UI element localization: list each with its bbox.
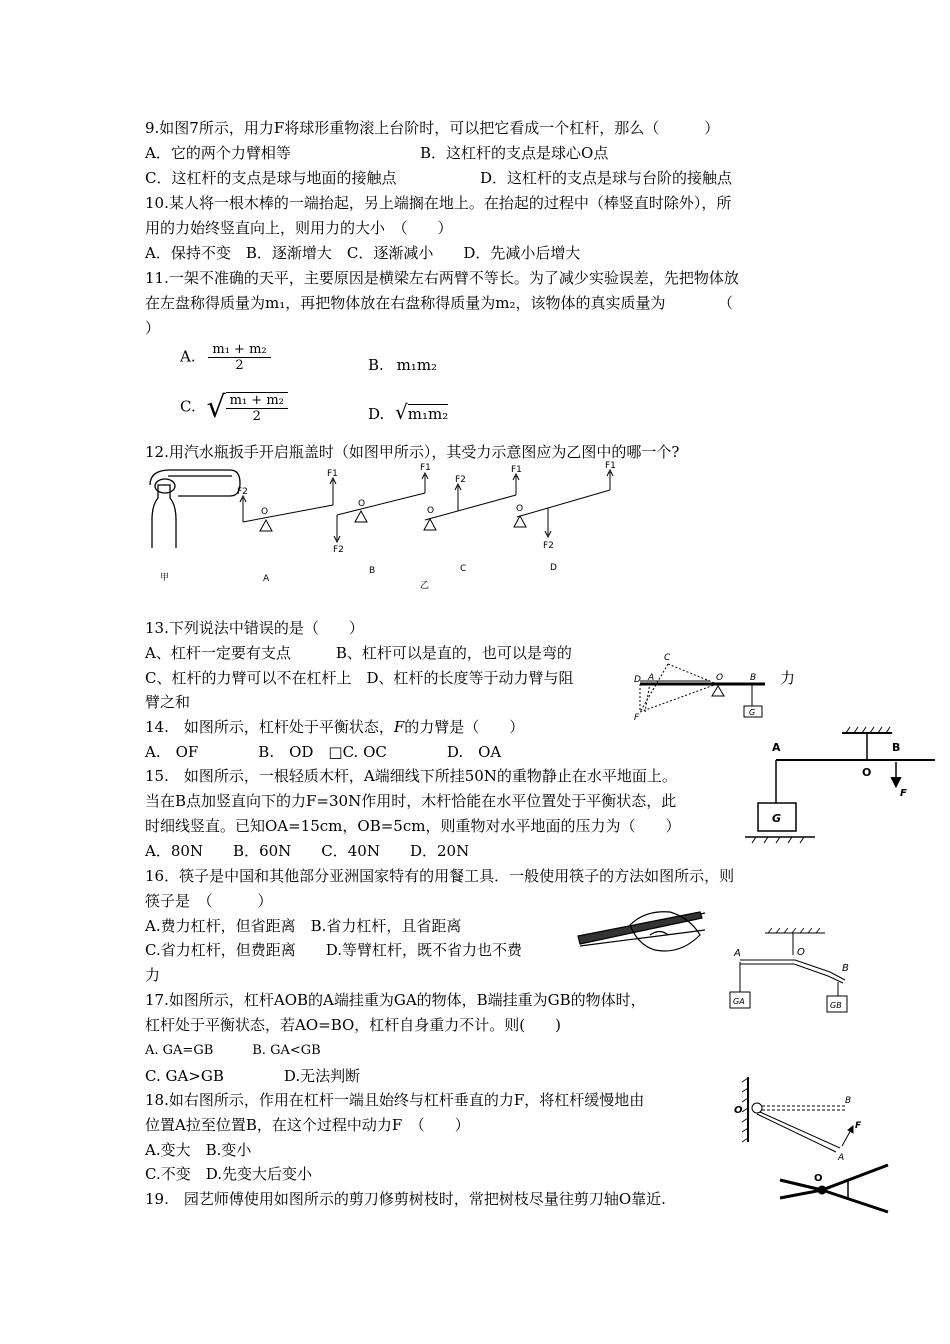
q12-label-d: D (550, 563, 557, 573)
q10-stem-line1: 10.某人将一根木棒的一端抬起，另上端搁在地上。在抬起的过程中（棒竖直时除外），所 (145, 194, 732, 212)
q12-stem: 12.用汽水瓶扳手开启瓶盖时（如图甲所示），其受力示意图应为乙图中的哪一个? (145, 443, 680, 461)
q17-hatching (768, 928, 820, 933)
q12-diagram-b (334, 473, 428, 542)
q19-fig-o: O (814, 1173, 823, 1184)
q12-label-yi: 乙 (420, 581, 430, 591)
q11-a-denominator: 2 (235, 358, 244, 373)
q16-stem-line1: 16．筷子是中国和其他部分亚洲国家特有的用餐工具．一般使用筷子的方法如图所示，则 (145, 867, 735, 885)
q18-stem-line2: 位置A拉至位置B，在这个过程中动力F （ ） (145, 1116, 470, 1134)
q14-stem-tail: 的力臂是（ ） (404, 718, 525, 736)
q15-stem-line2: 当在B点加竖直向下的力F=30N作用时，木杆恰能在水平位置处于平衡状态，此 (145, 792, 677, 810)
q18-options-ab: A.变大 B.变小 (145, 1141, 252, 1159)
q12-b-o: O (358, 499, 366, 509)
q13-line1: A、杠杆一定要有支点 B、杠杆可以是直的，也可以是弯的 (145, 644, 572, 662)
q16-options-tail: 力 (145, 966, 161, 984)
q11-stem-line2: 在左盘称得质量为m₁，再把物体放在右盘称得质量为m₂，该物体的真实质量为 （ (145, 294, 733, 312)
q13-fig-c: C (664, 653, 671, 663)
q13-fig-g: G (749, 708, 756, 717)
q12-diagram-a (240, 478, 336, 531)
q17-stem-line2: 杠杆处于平衡状态，若AO=BO，杠杆自身重力不计。则( ) (145, 1016, 562, 1034)
q11-b-label: B. (368, 356, 384, 374)
q15-fig-g: G (772, 812, 782, 825)
pruning-shears-figure (780, 1165, 888, 1212)
q17-fig-o: O (797, 947, 805, 958)
q17-fig-a: A (734, 948, 741, 959)
q13-stem: 13.下列说法中错误的是（ ） (145, 619, 364, 637)
q10-stem-line2: 用的力始终竖直向上，则用力的大小 （ ） (145, 219, 453, 237)
q14-options: A. OF B. OD □C. OC D. OA (145, 743, 502, 761)
q10-options: A．保持不变 B．逐渐增大 C．逐渐减小 D．先减小后增大 (145, 244, 581, 262)
q12-a-o: O (261, 507, 269, 517)
q11-stem-line3: ） (145, 319, 161, 337)
q15-stem-line3: 时细线竖直。已知OA=15cm，OB=5cm，则重物对水平地面的压力为（ ） (145, 817, 681, 835)
q11-b-expr: m₁m₂ (396, 356, 438, 374)
q12-b-f1: F1 (420, 463, 431, 473)
q17-options-ab: A. GA=GB B. GA<GB (145, 1043, 321, 1058)
q11-d-expr: m₁m₂ (407, 405, 449, 423)
q11-stem-line1: 11.一架不准确的天平，主要原因是横梁左右两臂不等长。为了减少实验误差，先把物体放 (145, 269, 739, 287)
q11-c-numerator: m₁ + m₂ (226, 393, 288, 409)
q18-fig-o: O (734, 1105, 743, 1116)
q13-fig-d: D (634, 675, 641, 685)
q12-label-a: A (263, 574, 270, 584)
q12-a-f2: F2 (237, 487, 248, 497)
q12-d-f1: F1 (605, 461, 616, 471)
q19-stem: 19. 园艺师傅使用如图所示的剪刀修剪树枝时，常把树枝尽量往剪刀轴O靠近. (145, 1190, 666, 1208)
q11-a-label: A. (180, 347, 196, 366)
q12-b-f2: F2 (333, 545, 344, 555)
q17-fig-ga: GA (733, 997, 745, 1006)
q9-stem: 9.如图7所示，用力F将球形重物滚上台阶时，可以把它看成一个杠杆，那么（ ） (145, 119, 720, 137)
q14-stem (145, 717, 524, 737)
q12-diagram-d (514, 470, 613, 537)
q12-a-f1: F1 (327, 469, 338, 479)
q16-options-ab: A.费力杠杆，但省距离 B.省力杠杆，且省距离 (145, 917, 462, 935)
q12-d-o: O (516, 504, 524, 514)
q15-fig-b: B (892, 741, 901, 754)
q18-fig-f: F (855, 1121, 862, 1131)
q13-fig-o: O (716, 673, 724, 683)
q9-option-b: B．这杠杆的支点是球心O点 (420, 144, 609, 162)
q11-a-numerator: m₁ + m₂ (208, 342, 270, 358)
q18-fig-b: B (845, 1096, 852, 1106)
q13-line2: C、杠杆的力臂可以不在杠杆上 D、杠杆的长度等于动力臂与阻 (145, 669, 574, 687)
q12-diagram-c (424, 474, 519, 530)
q17-stem-line1: 17.如图所示，杠杆AOB的A端挂重为GA的物体，B端挂重为GB的物体时， (145, 991, 646, 1009)
q9-option-d: D．这杠杆的支点是球与台阶的接触点 (480, 169, 733, 187)
q17-options-cd: C. GA>GB D.无法判断 (145, 1067, 361, 1085)
q13-fig-b: B (750, 673, 757, 683)
q14-stem-text: 14. 如图所示，杠杆处于平衡状态， (145, 718, 394, 736)
q18-fig-a: A (838, 1153, 845, 1163)
q16-options-cd: C.省力杠杆，但费距离 D.等臂杠杆，既不省力也不费 (145, 941, 522, 959)
q13-fig-a: A (648, 673, 655, 683)
q12-label-b: B (369, 566, 376, 576)
q15-stem-line1: 15. 如图所示，一根轻质木杆，A端细线下所挂50N的重物静止在水平地面上。 (145, 767, 677, 785)
q15-fig-a: A (772, 741, 781, 754)
q13-fig-f: F (634, 713, 640, 723)
q15-fig-o: O (862, 766, 872, 779)
q11-c-denominator: 2 (252, 408, 261, 424)
q12-c-f2: F2 (455, 475, 466, 485)
q17-fig-gb: GB (830, 1001, 842, 1010)
q12-c-o: O (427, 506, 435, 516)
q11-option-d: D. √m₁m₂ (368, 400, 449, 424)
q12-c-f1: F1 (511, 465, 522, 475)
q9-option-a: A．它的两个力臂相等 (145, 144, 291, 162)
q18-lever-figure (748, 1077, 853, 1152)
chopsticks-figure (578, 912, 705, 951)
q16-stem-line2: 筷子是 （ ） (145, 892, 273, 910)
bottle-opener-figure (150, 470, 240, 548)
q13-line3: 臂之和 (145, 693, 191, 711)
q11-d-label: D. (368, 405, 385, 423)
q18-stem-line1: 18.如右图所示，作用在杠杆一端且始终与杠杆垂直的力F，将杠杆缓慢地由 (145, 1091, 645, 1109)
q11-c-label: C. (180, 397, 196, 416)
q13-line2-tail: 力 (780, 669, 796, 687)
q18-options-cd: C.不变 D.先变大后变小 (145, 1165, 312, 1183)
q9-option-c: C．这杠杆的支点是球与地面的接触点 (145, 169, 397, 187)
q15-options: A．80N B．60N C．40N D．20N (145, 842, 470, 860)
q14-stem-f: F (393, 718, 405, 736)
q12-d-f2: F2 (543, 541, 554, 551)
q17-fig-b: B (842, 963, 849, 974)
q15-fig-f: F (900, 788, 907, 799)
q11-option-c: C. √ $\frac{\text{m₁ + m₂}}{2}$ (180, 390, 288, 425)
q12-label-jia: 甲 (160, 573, 170, 583)
q12-label-c: C (460, 564, 467, 574)
q14-lever-figure (640, 664, 765, 717)
